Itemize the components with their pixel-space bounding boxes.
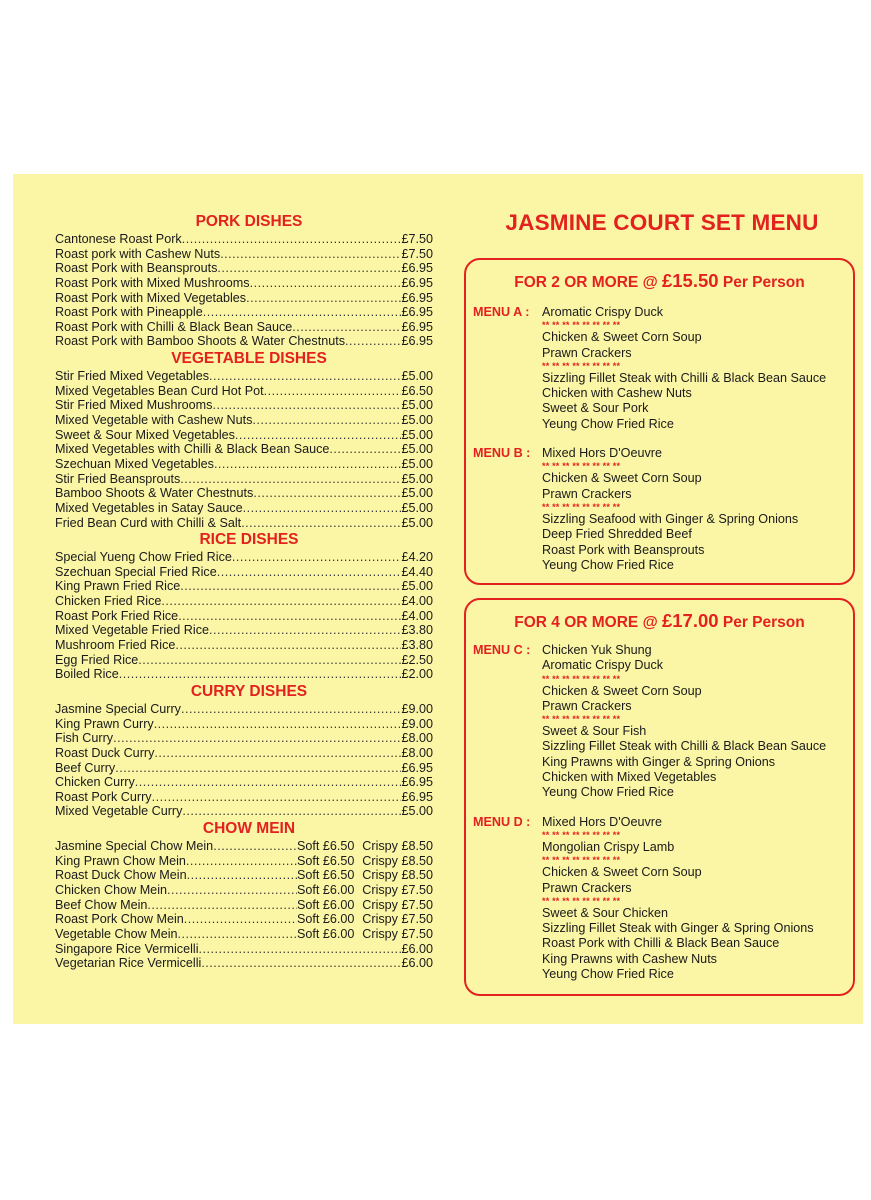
dot-leader (115, 761, 401, 776)
item-name: Vegetable Chow Mein (55, 926, 178, 941)
set-menus (473, 643, 849, 996)
menu-item (55, 413, 433, 428)
dot-leader (154, 717, 402, 732)
menu-item (55, 398, 433, 413)
item-name: Boiled Rice (55, 667, 119, 682)
item-name: Roast Pork with Pineapple (55, 305, 203, 320)
item-price: £5.00 (401, 804, 433, 819)
item-price: £5.00 (401, 369, 433, 384)
set-menu-box (464, 258, 855, 585)
item-price: £2.50 (401, 652, 433, 667)
box-heading-price: £15.50 (661, 270, 719, 291)
item-name: Mushroom Fried Rice (55, 638, 176, 653)
item-price-crispy: Crispy £8.50 (362, 868, 433, 883)
menu-item (55, 486, 433, 501)
course-dish: Sizzling Seafood with Ginger & Spring Onions (542, 511, 799, 526)
section-heading: CHOW MEIN (202, 820, 296, 838)
menu-item (55, 868, 433, 883)
menu-item (55, 428, 433, 443)
item-name: Roast Duck Chow Mein (55, 868, 187, 883)
menu-section (55, 530, 433, 682)
set-menu (473, 446, 849, 573)
item-price: £5.00 (401, 500, 433, 515)
item-price: £6.95 (401, 775, 433, 790)
course-dish: Mixed Hors D'Oeuvre (542, 446, 662, 461)
course-dish: Roast Pork with Beansprouts (542, 542, 705, 557)
item-price-crispy: Crispy £8.50 (362, 839, 433, 854)
menu-label: MENU B : (473, 446, 531, 461)
course-dish: Chicken with Mixed Vegetables (542, 770, 717, 785)
item-price: £9.00 (401, 716, 433, 731)
item-name: Roast Duck Curry (55, 745, 155, 760)
item-name: Vegetarian Rice Vermicelli (55, 956, 202, 971)
item-name: Roast Pork with Bamboo Shoots & Water Chestnuts (55, 334, 346, 349)
menu-section (55, 819, 433, 971)
dot-leader (187, 868, 297, 883)
item-name: Roast Pork Curry (55, 789, 152, 804)
dot-leader (232, 550, 402, 565)
item-price: £5.00 (401, 456, 433, 471)
course-dish: Chicken & Sweet Corn Soup (542, 865, 702, 880)
menu-item (55, 457, 433, 472)
menu-item (55, 594, 433, 609)
menu-item (55, 579, 433, 594)
course-dish: Chicken with Cashew Nuts (542, 386, 692, 401)
item-name: Beef Chow Mein (55, 897, 148, 912)
dot-leader (119, 667, 402, 682)
item-name: Fish Curry (55, 731, 114, 746)
dot-leader (209, 369, 401, 384)
dot-leader (180, 472, 401, 487)
menu-courses (542, 305, 849, 432)
box-heading-suffix: Per Person (718, 274, 805, 291)
item-price: £4.00 (401, 594, 433, 609)
item-price: £6.00 (401, 941, 433, 956)
menu-item (55, 232, 433, 247)
set-menu-title: JASMINE COURT SET MENU (505, 210, 819, 235)
dot-leader (180, 579, 401, 594)
dot-leader (178, 609, 401, 624)
dot-leader (220, 247, 401, 262)
course-dish: Sweet & Sour Pork (542, 401, 649, 416)
dot-leader (201, 956, 401, 971)
item-price: £3.80 (401, 638, 433, 653)
a-la-carte-column (55, 212, 433, 971)
item-name: King Prawn Curry (55, 716, 154, 731)
menu-label: MENU C : (473, 643, 531, 657)
dot-leader (147, 898, 297, 913)
course-dish: Prawn Crackers (542, 880, 632, 895)
menu-item (55, 623, 433, 638)
menu-item (55, 912, 433, 927)
menu-item (55, 334, 433, 349)
item-price-soft: Soft £6.00 (297, 882, 355, 897)
dot-leader (203, 305, 402, 320)
course-separator: ** ** ** ** ** ** ** ** (542, 673, 621, 684)
course-dish: Aromatic Crispy Duck (542, 305, 664, 319)
item-price: £5.00 (401, 486, 433, 501)
menu-item (55, 369, 433, 384)
dot-leader (345, 334, 401, 349)
item-price: £5.00 (401, 427, 433, 442)
menu-item (55, 927, 433, 942)
item-price-crispy: Crispy £7.50 (362, 882, 433, 897)
item-price: £6.95 (401, 319, 433, 334)
item-name: Roast pork with Cashew Nuts (55, 246, 221, 261)
menu-item (55, 746, 433, 761)
course-dish: Sizzling Fillet Steak with Chilli & Black Bean Sauce (542, 370, 827, 385)
dot-leader (135, 775, 402, 790)
item-price: £7.50 (401, 246, 433, 261)
menu-item (55, 320, 433, 335)
dot-leader (182, 232, 402, 247)
menu-item (55, 775, 433, 790)
item-price: £3.80 (401, 623, 433, 638)
item-name: King Prawn Chow Mein (55, 853, 186, 868)
item-name: Roast Pork with Beansprouts (55, 261, 218, 276)
course-dish: Prawn Crackers (542, 698, 632, 713)
course-separator: ** ** ** ** ** ** ** ** (542, 461, 621, 472)
item-price: £8.00 (401, 745, 433, 760)
dot-leader (138, 653, 401, 668)
item-name: Beef Curry (55, 760, 116, 775)
item-name: Jasmine Special Chow Mein (55, 839, 214, 854)
menu-item (55, 667, 433, 682)
item-price: £5.00 (401, 515, 433, 530)
menu-item (55, 261, 433, 276)
item-price-soft: Soft £6.00 (297, 897, 355, 912)
menu-label: MENU A : (473, 305, 530, 319)
menu-item (55, 717, 433, 732)
course-separator: ** ** ** ** ** ** ** ** (542, 895, 621, 906)
course-dish: Mongolian Crispy Lamb (542, 839, 675, 854)
menu-item (55, 305, 433, 320)
item-price: £6.00 (401, 956, 433, 971)
item-price-soft: Soft £6.50 (297, 868, 355, 883)
menu-item (55, 638, 433, 653)
dot-leader (241, 516, 401, 531)
course-dish: Aromatic Crispy Duck (542, 658, 664, 673)
menu-item (55, 442, 433, 457)
item-price-crispy: Crispy £8.50 (362, 853, 433, 868)
item-price: £5.00 (401, 398, 433, 413)
dot-leader (217, 261, 401, 276)
course-dish: Sweet & Sour Fish (542, 724, 647, 739)
course-separator: ** ** ** ** ** ** ** ** (542, 714, 621, 725)
set-menu (473, 643, 849, 801)
dot-leader (182, 804, 401, 819)
set-menu (473, 815, 849, 983)
item-price: £9.00 (401, 701, 433, 716)
item-price-crispy: Crispy £7.50 (362, 897, 433, 912)
item-name: King Prawn Fried Rice (55, 579, 181, 594)
dot-leader (161, 594, 401, 609)
course-dish: Yeung Chow Fried Rice (542, 785, 674, 800)
item-price: £6.95 (401, 261, 433, 276)
item-name: Stir Fried Beansprouts (55, 471, 181, 486)
menu-section (55, 682, 433, 819)
item-price: £4.40 (401, 564, 433, 579)
item-name: Chicken Fried Rice (55, 594, 162, 609)
set-menu-box (464, 598, 855, 996)
item-name: Mixed Vegetables with Chilli & Black Bean Sauce (55, 442, 330, 457)
item-name: Roast Pork Chow Mein (55, 912, 184, 927)
dot-leader (246, 291, 401, 306)
course-separator: ** ** ** ** ** ** ** ** (542, 360, 621, 371)
menu-label: MENU D : (473, 814, 531, 829)
menu-item (55, 653, 433, 668)
item-name: Mixed Vegetables in Satay Sauce (55, 500, 243, 515)
dot-leader (212, 398, 401, 413)
course-dish: Chicken & Sweet Corn Soup (542, 471, 702, 486)
item-price-soft: Soft £6.50 (297, 853, 355, 868)
set-menu (473, 305, 849, 432)
dot-leader (213, 839, 297, 854)
dot-leader (217, 565, 402, 580)
item-price: £6.95 (401, 334, 433, 349)
dot-leader (184, 912, 297, 927)
item-name: Stir Fried Mixed Mushrooms (55, 398, 213, 413)
menu-item (55, 702, 433, 717)
menu-item (55, 854, 433, 869)
course-dish: Sizzling Fillet Steak with Ginger & Spring Onions (542, 921, 814, 936)
box-heading (466, 610, 853, 632)
item-price: £5.00 (401, 579, 433, 594)
course-dish: Chicken & Sweet Corn Soup (542, 683, 702, 698)
menu-courses (542, 643, 849, 801)
item-name: Fried Bean Curd with Chilli & Salt (55, 515, 242, 530)
dot-leader (178, 927, 297, 942)
item-price: £6.95 (401, 290, 433, 305)
course-separator: ** ** ** ** ** ** ** ** (542, 855, 621, 866)
dot-leader (243, 501, 402, 516)
menu-courses (542, 446, 849, 573)
item-price-crispy: Crispy £7.50 (362, 912, 433, 927)
dot-leader (235, 428, 402, 443)
item-price-soft: Soft £6.50 (297, 839, 355, 854)
menu-section (55, 212, 433, 349)
item-name: Special Yueng Chow Fried Rice (55, 550, 232, 565)
item-price: £6.95 (401, 275, 433, 290)
item-name: Bamboo Shoots & Water Chestnuts (55, 486, 254, 501)
menu-item (55, 501, 433, 516)
item-price: £5.00 (401, 471, 433, 486)
item-name: Roast Pork Fried Rice (55, 608, 179, 623)
dot-leader (252, 413, 401, 428)
dot-leader (329, 442, 401, 457)
menu-item (55, 384, 433, 399)
course-separator: ** ** ** ** ** ** ** ** (542, 829, 621, 840)
menu-item (55, 761, 433, 776)
course-separator: ** ** ** ** ** ** ** ** (542, 320, 621, 331)
course-dish: King Prawns with Cashew Nuts (542, 951, 717, 966)
menu-item (55, 550, 433, 565)
course-dish: Yeung Chow Fried Rice (542, 967, 674, 982)
item-name: Chicken Chow Mein (55, 882, 167, 897)
item-name: Szechuan Mixed Vegetables (55, 456, 214, 471)
menu-item (55, 839, 433, 854)
menu-item (55, 291, 433, 306)
course-dish: King Prawns with Ginger & Spring Onions (542, 754, 776, 769)
section-heading: CURRY DISHES (190, 682, 308, 700)
box-heading-suffix: Per Person (718, 614, 805, 631)
item-name: Cantonese Roast Pork (55, 232, 182, 246)
menu-item (55, 883, 433, 898)
course-dish: Deep Fried Shredded Beef (542, 527, 692, 542)
item-name: Singapore Rice Vermicelli (55, 941, 199, 956)
menu-item (55, 472, 433, 487)
box-heading-prefix: FOR 4 OR MORE @ (514, 614, 662, 631)
section-heading: PORK DISHES (195, 213, 303, 230)
dot-leader (199, 942, 402, 957)
course-dish: Chicken & Sweet Corn Soup (542, 330, 702, 345)
item-name: Mixed Vegetable with Cashew Nuts (55, 413, 253, 428)
item-price: £4.00 (401, 608, 433, 623)
course-dish: Mixed Hors D'Oeuvre (542, 814, 662, 829)
dot-leader (113, 731, 401, 746)
dot-leader (181, 702, 402, 717)
dot-leader (250, 276, 402, 291)
item-price: £6.95 (401, 305, 433, 320)
course-separator: ** ** ** ** ** ** ** ** (542, 501, 621, 512)
item-price: £2.00 (401, 667, 433, 682)
menu-item (55, 565, 433, 580)
item-name: Chicken Curry (55, 775, 135, 790)
item-price: £4.20 (401, 550, 433, 565)
item-price-soft: Soft £6.00 (297, 926, 355, 941)
course-dish: Sweet & Sour Chicken (542, 905, 668, 920)
box-heading-price: £17.00 (661, 610, 719, 631)
section-heading: VEGETABLE DISHES (171, 350, 327, 368)
item-price: £5.00 (401, 413, 433, 428)
item-price: £8.00 (401, 731, 433, 746)
course-dish: Prawn Crackers (542, 486, 632, 501)
item-name: Stir Fried Mixed Vegetables (55, 369, 209, 384)
menu-item (55, 790, 433, 805)
item-price: £7.50 (401, 232, 433, 246)
dot-leader (253, 486, 401, 501)
menu-item (55, 609, 433, 624)
course-dish: Yeung Chow Fried Rice (542, 416, 674, 431)
menu-courses (542, 815, 849, 983)
item-name: Mixed Vegetable Curry (55, 804, 183, 819)
item-name: Szechuan Special Fried Rice (55, 564, 217, 579)
item-name: Mixed Vegetable Fried Rice (55, 623, 210, 638)
dot-leader (152, 790, 402, 805)
item-name: Egg Fried Rice (55, 652, 139, 667)
course-dish: Yeung Chow Fried Rice (542, 557, 674, 572)
menu-item (55, 731, 433, 746)
menu-item (55, 516, 433, 531)
dot-leader (209, 623, 401, 638)
dot-leader (167, 883, 297, 898)
menu-item (55, 898, 433, 913)
course-dish: Roast Pork with Chilli & Black Bean Sauce (542, 936, 780, 951)
menu-item (55, 247, 433, 262)
dot-leader (175, 638, 401, 653)
section-heading: RICE DISHES (199, 531, 299, 549)
menu-item (55, 804, 433, 819)
menu-section (55, 349, 433, 530)
dot-leader (214, 457, 402, 472)
course-dish: Chicken Yuk Shung (542, 643, 652, 657)
menu-item (55, 956, 433, 971)
item-price: £6.50 (401, 383, 433, 398)
dot-leader (154, 746, 401, 761)
item-price: £5.00 (401, 442, 433, 457)
dot-leader (292, 320, 401, 335)
item-name: Jasmine Special Curry (55, 701, 181, 716)
menu-item (55, 942, 433, 957)
course-dish: Prawn Crackers (542, 345, 632, 360)
box-heading-prefix: FOR 2 OR MORE @ (514, 274, 662, 291)
course-dish: Sizzling Fillet Steak with Chilli & Black Bean Sauce (542, 739, 827, 754)
item-price-crispy: Crispy £7.50 (362, 926, 433, 941)
dot-leader (264, 384, 402, 399)
item-name: Roast Pork with Chilli & Black Bean Sauce (55, 319, 293, 334)
dot-leader (186, 854, 297, 869)
item-name: Mixed Vegetables Bean Curd Hot Pot (55, 383, 264, 398)
item-price: £6.95 (401, 760, 433, 775)
item-name: Roast Pork with Mixed Vegetables (55, 290, 247, 305)
box-heading (466, 270, 853, 292)
menu-item (55, 276, 433, 291)
item-name: Sweet & Sour Mixed Vegetables (55, 427, 235, 442)
item-price: £6.95 (401, 789, 433, 804)
item-name: Roast Pork with Mixed Mushrooms (55, 275, 250, 290)
item-price-soft: Soft £6.00 (297, 912, 355, 927)
set-menus (473, 305, 849, 587)
